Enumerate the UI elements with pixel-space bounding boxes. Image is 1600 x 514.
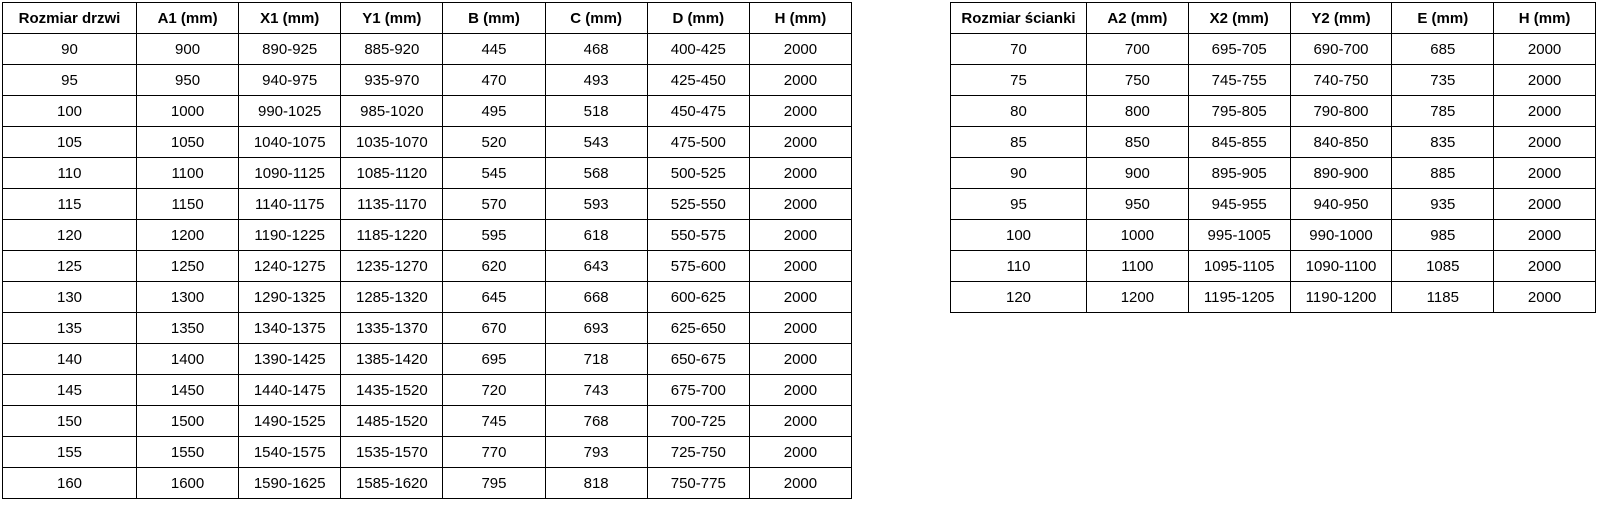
table-cell: 1000 <box>137 96 239 127</box>
table-cell: 1250 <box>137 251 239 282</box>
table-cell: 120 <box>3 220 137 251</box>
table-row <box>951 189 1596 220</box>
table-cell: 1340-1375 <box>239 313 341 344</box>
table-cell: 950 <box>137 65 239 96</box>
table-cell: 618 <box>545 220 647 251</box>
table-cell: 493 <box>545 65 647 96</box>
column-header: X2 (mm) <box>1188 3 1290 34</box>
table-cell: 2000 <box>749 189 851 220</box>
table-cell: 700-725 <box>647 406 749 437</box>
table-row <box>3 251 852 282</box>
table-cell: 940-950 <box>1290 189 1392 220</box>
table-cell: 1485-1520 <box>341 406 443 437</box>
table-cell: 2000 <box>1494 65 1596 96</box>
table-cell: 575-600 <box>647 251 749 282</box>
table-cell: 1450 <box>137 375 239 406</box>
table-cell: 885 <box>1392 158 1494 189</box>
table-cell: 100 <box>3 96 137 127</box>
header-row <box>951 3 1596 34</box>
table-cell: 745-755 <box>1188 65 1290 96</box>
table-cell: 495 <box>443 96 545 127</box>
table-cell: 1290-1325 <box>239 282 341 313</box>
table-cell: 690-700 <box>1290 34 1392 65</box>
column-header: H (mm) <box>749 3 851 34</box>
column-header: Y1 (mm) <box>341 3 443 34</box>
column-header: Rozmiar drzwi <box>3 3 137 34</box>
table-cell: 1190-1200 <box>1290 282 1392 313</box>
table-cell: 500-525 <box>647 158 749 189</box>
table-cell: 110 <box>3 158 137 189</box>
table-cell: 818 <box>545 468 647 499</box>
table-cell: 2000 <box>749 313 851 344</box>
table-cell: 1390-1425 <box>239 344 341 375</box>
table-row <box>3 96 852 127</box>
table-cell: 1190-1225 <box>239 220 341 251</box>
table-cell: 525-550 <box>647 189 749 220</box>
table-cell: 95 <box>3 65 137 96</box>
table-cell: 990-1000 <box>1290 220 1392 251</box>
table-cell: 475-500 <box>647 127 749 158</box>
table-cell: 2000 <box>749 406 851 437</box>
table-cell: 1000 <box>1087 220 1189 251</box>
table-cell: 695-705 <box>1188 34 1290 65</box>
table-cell: 570 <box>443 189 545 220</box>
table-cell: 1440-1475 <box>239 375 341 406</box>
table-cell: 1200 <box>1087 282 1189 313</box>
table-row <box>951 251 1596 282</box>
table-cell: 2000 <box>749 282 851 313</box>
table-cell: 935-970 <box>341 65 443 96</box>
table-cell: 1140-1175 <box>239 189 341 220</box>
door-dimensions-table <box>2 2 852 499</box>
table-cell: 120 <box>951 282 1087 313</box>
table-cell: 1090-1100 <box>1290 251 1392 282</box>
table-cell: 795 <box>443 468 545 499</box>
table-cell: 595 <box>443 220 545 251</box>
table-cell: 900 <box>1087 158 1189 189</box>
table-row <box>3 220 852 251</box>
table-cell: 130 <box>3 282 137 313</box>
table-cell: 790-800 <box>1290 96 1392 127</box>
table-cell: 795-805 <box>1188 96 1290 127</box>
table-cell: 140 <box>3 344 137 375</box>
table-cell: 895-905 <box>1188 158 1290 189</box>
table-cell: 890-925 <box>239 34 341 65</box>
table-cell: 2000 <box>749 34 851 65</box>
table-row <box>951 34 1596 65</box>
table-cell: 1550 <box>137 437 239 468</box>
table-cell: 115 <box>3 189 137 220</box>
table-cell: 643 <box>545 251 647 282</box>
table-cell: 70 <box>951 34 1087 65</box>
table-cell: 840-850 <box>1290 127 1392 158</box>
table-cell: 1400 <box>137 344 239 375</box>
column-header: C (mm) <box>545 3 647 34</box>
table-cell: 793 <box>545 437 647 468</box>
table-cell: 468 <box>545 34 647 65</box>
table-cell: 135 <box>3 313 137 344</box>
table-cell: 1335-1370 <box>341 313 443 344</box>
table-row <box>3 158 852 189</box>
table-cell: 2000 <box>749 127 851 158</box>
table-cell: 1185-1220 <box>341 220 443 251</box>
table-cell: 1240-1275 <box>239 251 341 282</box>
table-cell: 2000 <box>749 65 851 96</box>
table-cell: 1490-1525 <box>239 406 341 437</box>
table-cell: 90 <box>951 158 1087 189</box>
table-row <box>3 344 852 375</box>
table-cell: 80 <box>951 96 1087 127</box>
table-cell: 2000 <box>749 468 851 499</box>
table-cell: 550-575 <box>647 220 749 251</box>
table-cell: 650-675 <box>647 344 749 375</box>
table-cell: 718 <box>545 344 647 375</box>
table-row <box>3 282 852 313</box>
table-cell: 1500 <box>137 406 239 437</box>
table-cell: 1150 <box>137 189 239 220</box>
table-cell: 2000 <box>1494 96 1596 127</box>
wall-dimensions-table <box>950 2 1596 313</box>
table-cell: 890-900 <box>1290 158 1392 189</box>
column-header: A2 (mm) <box>1087 3 1189 34</box>
table-cell: 2000 <box>749 158 851 189</box>
table-cell: 2000 <box>749 344 851 375</box>
table-cell: 150 <box>3 406 137 437</box>
table-cell: 95 <box>951 189 1087 220</box>
table-cell: 520 <box>443 127 545 158</box>
table-cell: 470 <box>443 65 545 96</box>
table-cell: 850 <box>1087 127 1189 158</box>
table-cell: 145 <box>3 375 137 406</box>
table-cell: 1040-1075 <box>239 127 341 158</box>
table-cell: 100 <box>951 220 1087 251</box>
table-cell: 1100 <box>1087 251 1189 282</box>
table-cell: 1590-1625 <box>239 468 341 499</box>
column-header: X1 (mm) <box>239 3 341 34</box>
table-row <box>3 189 852 220</box>
table-cell: 1100 <box>137 158 239 189</box>
table-row <box>951 127 1596 158</box>
table-row <box>3 375 852 406</box>
table-row <box>3 34 852 65</box>
table-cell: 568 <box>545 158 647 189</box>
table-cell: 670 <box>443 313 545 344</box>
table-cell: 2000 <box>749 96 851 127</box>
table-cell: 1535-1570 <box>341 437 443 468</box>
table-cell: 425-450 <box>647 65 749 96</box>
table-cell: 985-1020 <box>341 96 443 127</box>
table-cell: 1085-1120 <box>341 158 443 189</box>
table-cell: 900 <box>137 34 239 65</box>
table-cell: 518 <box>545 96 647 127</box>
table-cell: 125 <box>3 251 137 282</box>
table-cell: 720 <box>443 375 545 406</box>
table-cell: 1385-1420 <box>341 344 443 375</box>
table-cell: 2000 <box>1494 189 1596 220</box>
table-row <box>951 65 1596 96</box>
table-cell: 620 <box>443 251 545 282</box>
table-cell: 1035-1070 <box>341 127 443 158</box>
table-cell: 800 <box>1087 96 1189 127</box>
table-cell: 400-425 <box>647 34 749 65</box>
table-cell: 695 <box>443 344 545 375</box>
column-header: H (mm) <box>1494 3 1596 34</box>
table-cell: 2000 <box>749 251 851 282</box>
table-cell: 2000 <box>1494 34 1596 65</box>
table-cell: 155 <box>3 437 137 468</box>
table-cell: 745 <box>443 406 545 437</box>
table-cell: 1090-1125 <box>239 158 341 189</box>
table-cell: 725-750 <box>647 437 749 468</box>
table-cell: 685 <box>1392 34 1494 65</box>
table-cell: 935 <box>1392 189 1494 220</box>
table-cell: 668 <box>545 282 647 313</box>
table-cell: 1200 <box>137 220 239 251</box>
table-cell: 835 <box>1392 127 1494 158</box>
table-cell: 743 <box>545 375 647 406</box>
table-cell: 1600 <box>137 468 239 499</box>
table-cell: 1435-1520 <box>341 375 443 406</box>
table-cell: 2000 <box>749 375 851 406</box>
table-cell: 1285-1320 <box>341 282 443 313</box>
table-cell: 940-975 <box>239 65 341 96</box>
table-cell: 990-1025 <box>239 96 341 127</box>
table-cell: 625-650 <box>647 313 749 344</box>
table-cell: 1585-1620 <box>341 468 443 499</box>
table-cell: 90 <box>3 34 137 65</box>
table-cell: 740-750 <box>1290 65 1392 96</box>
table-cell: 1085 <box>1392 251 1494 282</box>
table-cell: 543 <box>545 127 647 158</box>
table-cell: 600-625 <box>647 282 749 313</box>
table-row <box>951 96 1596 127</box>
table-cell: 2000 <box>749 220 851 251</box>
table-row <box>3 437 852 468</box>
table-cell: 1350 <box>137 313 239 344</box>
table-cell: 75 <box>951 65 1087 96</box>
table-cell: 1095-1105 <box>1188 251 1290 282</box>
table-cell: 995-1005 <box>1188 220 1290 251</box>
table-cell: 645 <box>443 282 545 313</box>
table-cell: 675-700 <box>647 375 749 406</box>
table-cell: 735 <box>1392 65 1494 96</box>
table-cell: 445 <box>443 34 545 65</box>
column-header: Rozmiar ścianki <box>951 3 1087 34</box>
table-cell: 1185 <box>1392 282 1494 313</box>
column-header: A1 (mm) <box>137 3 239 34</box>
table-cell: 785 <box>1392 96 1494 127</box>
header-row <box>3 3 852 34</box>
table-cell: 593 <box>545 189 647 220</box>
table-cell: 693 <box>545 313 647 344</box>
table-cell: 945-955 <box>1188 189 1290 220</box>
table-cell: 2000 <box>1494 282 1596 313</box>
column-header: B (mm) <box>443 3 545 34</box>
table-cell: 770 <box>443 437 545 468</box>
table-cell: 2000 <box>1494 158 1596 189</box>
table-row <box>3 127 852 158</box>
table-cell: 1135-1170 <box>341 189 443 220</box>
table-cell: 110 <box>951 251 1087 282</box>
table-row <box>951 282 1596 313</box>
table-cell: 985 <box>1392 220 1494 251</box>
table-row <box>3 406 852 437</box>
table-cell: 160 <box>3 468 137 499</box>
table-cell: 85 <box>951 127 1087 158</box>
table-cell: 1300 <box>137 282 239 313</box>
table-cell: 2000 <box>749 437 851 468</box>
table-cell: 750-775 <box>647 468 749 499</box>
column-header: E (mm) <box>1392 3 1494 34</box>
table-row <box>3 65 852 96</box>
table-cell: 885-920 <box>341 34 443 65</box>
table-cell: 1050 <box>137 127 239 158</box>
table-cell: 105 <box>3 127 137 158</box>
table-cell: 450-475 <box>647 96 749 127</box>
table-cell: 2000 <box>1494 127 1596 158</box>
table-row <box>951 158 1596 189</box>
table-cell: 700 <box>1087 34 1189 65</box>
column-header: Y2 (mm) <box>1290 3 1392 34</box>
table-cell: 768 <box>545 406 647 437</box>
table-row <box>3 468 852 499</box>
table-cell: 2000 <box>1494 220 1596 251</box>
table-cell: 2000 <box>1494 251 1596 282</box>
table-cell: 1540-1575 <box>239 437 341 468</box>
table-row <box>951 220 1596 251</box>
table-cell: 1235-1270 <box>341 251 443 282</box>
table-cell: 845-855 <box>1188 127 1290 158</box>
column-header: D (mm) <box>647 3 749 34</box>
table-cell: 545 <box>443 158 545 189</box>
table-cell: 750 <box>1087 65 1189 96</box>
table-row <box>3 313 852 344</box>
table-cell: 950 <box>1087 189 1189 220</box>
table-cell: 1195-1205 <box>1188 282 1290 313</box>
